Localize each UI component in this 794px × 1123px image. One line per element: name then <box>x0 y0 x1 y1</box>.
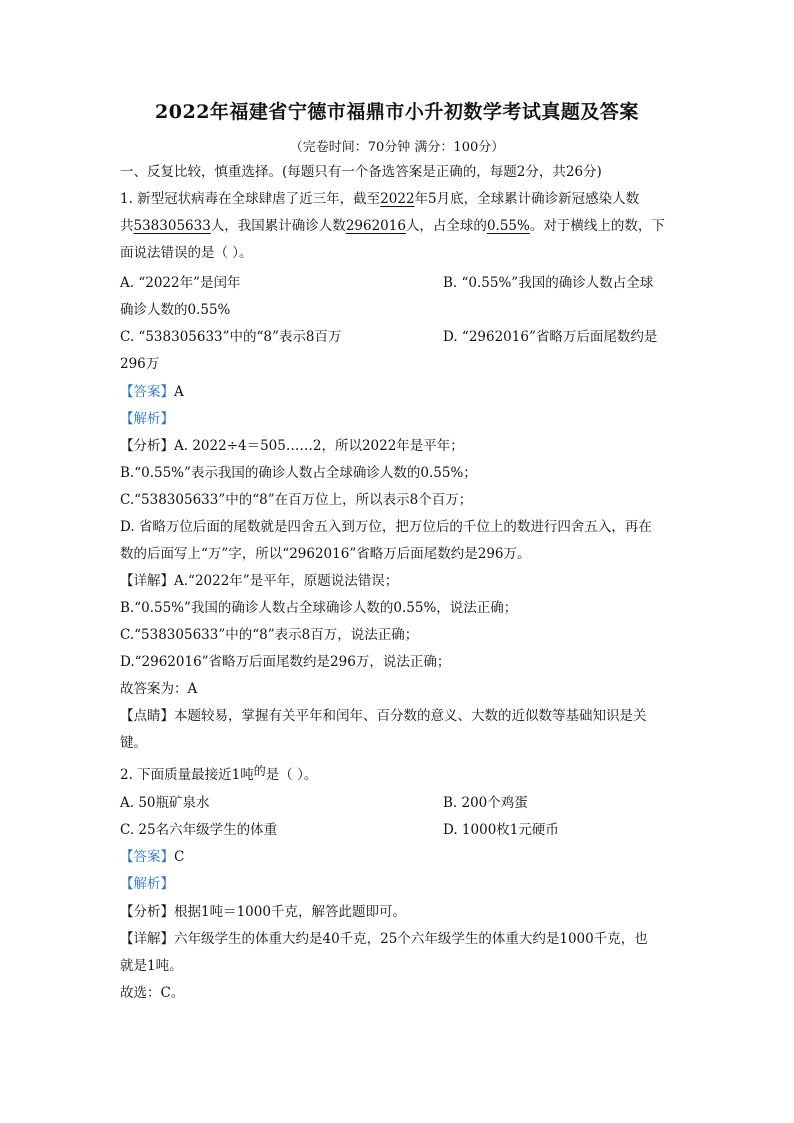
q1-fenxi-line2: B.“0.55%”表示我国的确诊人数占全球确诊人数的0.55%； <box>120 465 477 481</box>
q1-option-c: C. “538305633”中的“8”表示8百万 <box>120 329 342 345</box>
q1-xiangjie-line4: D.“2962016”省略万后面尾数约是296万，说法正确； <box>120 654 451 670</box>
q1-xiangjie-line1 <box>120 572 680 590</box>
q2-text: 2. 下面质量最接近1吨 <box>120 767 254 783</box>
q1-dianjing-line2: 键。 <box>120 735 147 751</box>
page-title: 2022年福建省宁德市福鼎市小升初数学考试真题及答案 <box>155 101 639 123</box>
xiangjie-text: A.“2022年”是平年，原题说法错误； <box>174 573 399 589</box>
section-heading: 一、反复比较，慎重选择。(每题只有一个备选答案是正确的，每题2分，共26分) <box>120 164 602 180</box>
q1-fenxi-line5: 数的后面写上“万”字，所以“2962016”省略万后面尾数约是296万。 <box>120 546 531 562</box>
q1-fenxi-line4: D. 省略万位后面的尾数就是四舍五入到万位，把万位后的千位上的数进行四舍五入，再在 <box>120 519 652 535</box>
q1-analysis-tag: 【解析】 <box>120 411 174 427</box>
dianjing-tag: 【点睛】 <box>120 708 174 724</box>
q1-dianjing-line1 <box>120 707 680 725</box>
answer-tag: 【答案】 <box>120 849 174 865</box>
q2-xiangjie-line2: 就是1吨。 <box>120 958 183 974</box>
q1-underlined-china: 2962016 <box>345 218 406 234</box>
q1-text: 共 <box>120 218 134 234</box>
q2-xiangjie-line1 <box>120 930 680 948</box>
q1-underlined-global: 538305633 <box>133 218 211 234</box>
q1-stem-line1 <box>120 190 680 208</box>
fenxi-text: A. 2022÷4＝505……2，所以2022年是平年； <box>174 438 464 454</box>
fenxi-text: 根据1吨＝1000千克，解答此题即可。 <box>174 904 406 920</box>
q1-fenxi-line1 <box>120 437 680 455</box>
q1-option-d-cont: 296万 <box>120 356 160 372</box>
answer-value: C <box>174 849 185 865</box>
q2-option-c: C. 25名六年级学生的体重 <box>120 822 278 838</box>
q1-answer <box>120 383 680 401</box>
fenxi-tag: 【分析】 <box>120 904 174 920</box>
q1-fenxi-line3: C.“538305633”中的“8”在百万位上，所以表示8个百万； <box>120 492 473 508</box>
xiangjie-tag: 【详解】 <box>120 573 174 589</box>
q1-text: 。对于横线上的数，下 <box>529 218 665 234</box>
q1-text: 人，占全球的 <box>405 218 487 234</box>
q1-text: 人，我国累计确诊人数 <box>210 218 346 234</box>
answer-value: A <box>174 384 184 400</box>
q1-underlined-percent: 0.55% <box>486 218 530 234</box>
q1-option-b-cont: 确诊人数的0.55% <box>120 302 231 318</box>
q1-option-b: B. “0.55%”我国的确诊人数占全球 <box>443 275 654 291</box>
q2-text: 是（ ）。 <box>265 767 318 783</box>
q1-option-a: A. “2022年”是闰年 <box>120 275 241 291</box>
q2-analysis-tag: 【解析】 <box>120 876 174 892</box>
xiangjie-text: 六年级学生的体重大约是40千克，25个六年级学生的体重大约是1000千克，也 <box>174 931 648 947</box>
q1-text: 年5月底，全球累计确诊新冠感染人数 <box>414 191 640 207</box>
q1-conclusion: 故答案为：A <box>120 681 198 697</box>
q1-option-d: D. “2962016”省略万后面尾数约是 <box>443 329 658 345</box>
q2-option-d: D. 1000枚1元硬币 <box>443 822 559 838</box>
q1-underlined-year: 2022 <box>380 191 415 207</box>
exam-info: （完卷时间：70分钟 满分：100分） <box>289 140 505 155</box>
q1-text: 1. 新型冠状病毒在全球肆虐了近三年，截至 <box>120 191 381 207</box>
q2-conclusion: 故选：C。 <box>120 985 185 1001</box>
q1-xiangjie-line3: C.“538305633”中的“8”表示8百万，说法正确； <box>120 627 419 643</box>
fenxi-tag: 【分析】 <box>120 438 174 454</box>
q2-option-a: A. 50瓶矿泉水 <box>120 795 210 811</box>
dianjing-text: 本题较易，掌握有关平年和闰年、百分数的意义、大数的近似数等基础知识是关 <box>174 708 647 724</box>
q2-answer <box>120 848 680 866</box>
q2-fenxi-line1 <box>120 903 680 921</box>
q1-xiangjie-line2: B.“0.55%”我国的确诊人数占全球确诊人数的0.55%，说法正确； <box>120 600 518 616</box>
q2-superscript: 的 <box>253 764 266 778</box>
q2-option-b: B. 200个鸡蛋 <box>443 795 528 811</box>
q1-stem-line2 <box>120 217 680 235</box>
answer-tag: 【答案】 <box>120 384 174 400</box>
q1-stem-line3: 面说法错误的是（ ）。 <box>120 245 253 261</box>
xiangjie-tag: 【详解】 <box>120 931 174 947</box>
q2-stem <box>120 766 680 784</box>
